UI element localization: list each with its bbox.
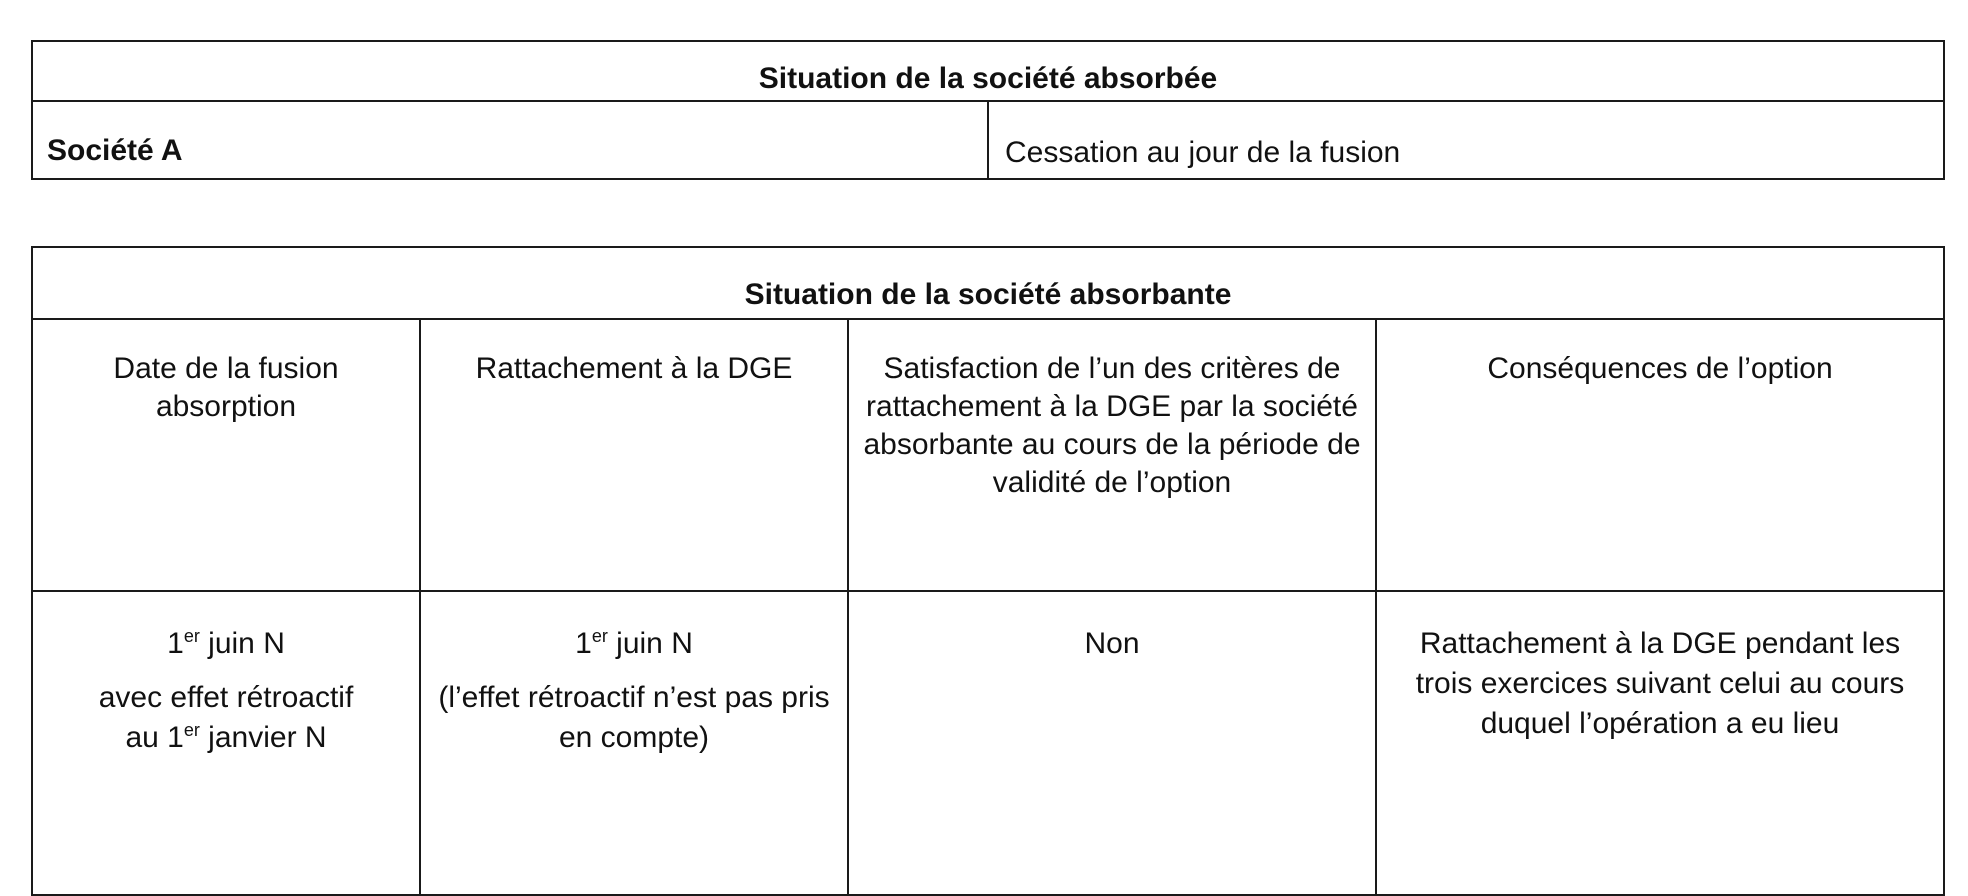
absorbee-value: Cessation au jour de la fusion <box>988 101 1944 179</box>
absorbee-table <box>31 40 1945 180</box>
header-consequences-option: Conséquences de l’option <box>1376 319 1944 591</box>
absorbante-title: Situation de la société absorbante <box>32 247 1944 319</box>
date-line-1: 1er juin N <box>167 626 285 660</box>
table-row <box>32 591 1944 895</box>
header-rattachement-dge: Rattachement à la DGE <box>420 319 848 591</box>
rattachement-line-1: 1er juin N <box>575 626 693 660</box>
cell-consequences-option: Rattachement à la DGE pendant les trois exercices suivant celui au cours duquel l’opération a eu lieu <box>1376 591 1944 895</box>
absorbante-table <box>31 246 1945 896</box>
date-line-2: avec effet rétroactif <box>98 681 354 714</box>
header-satisfaction-criteres: Satisfaction de l’un des critères de rattachement à la DGE par la société absorbante au cours de la période de validité de l’option <box>848 319 1376 591</box>
absorbee-label: Société A <box>32 101 988 179</box>
cell-rattachement-dge <box>420 591 848 895</box>
header-date-fusion: Date de la fusion absorption <box>32 319 420 591</box>
rattachement-line-2: (l’effet rétroactif n’est pas pris en compte) <box>438 681 830 754</box>
date-line-3: au 1er janvier N <box>125 720 327 754</box>
cell-satisfaction-criteres: Non <box>848 591 1376 895</box>
header-row <box>32 319 1944 591</box>
absorbee-title: Situation de la société absorbée <box>32 41 1944 101</box>
cell-date-fusion <box>32 591 420 895</box>
